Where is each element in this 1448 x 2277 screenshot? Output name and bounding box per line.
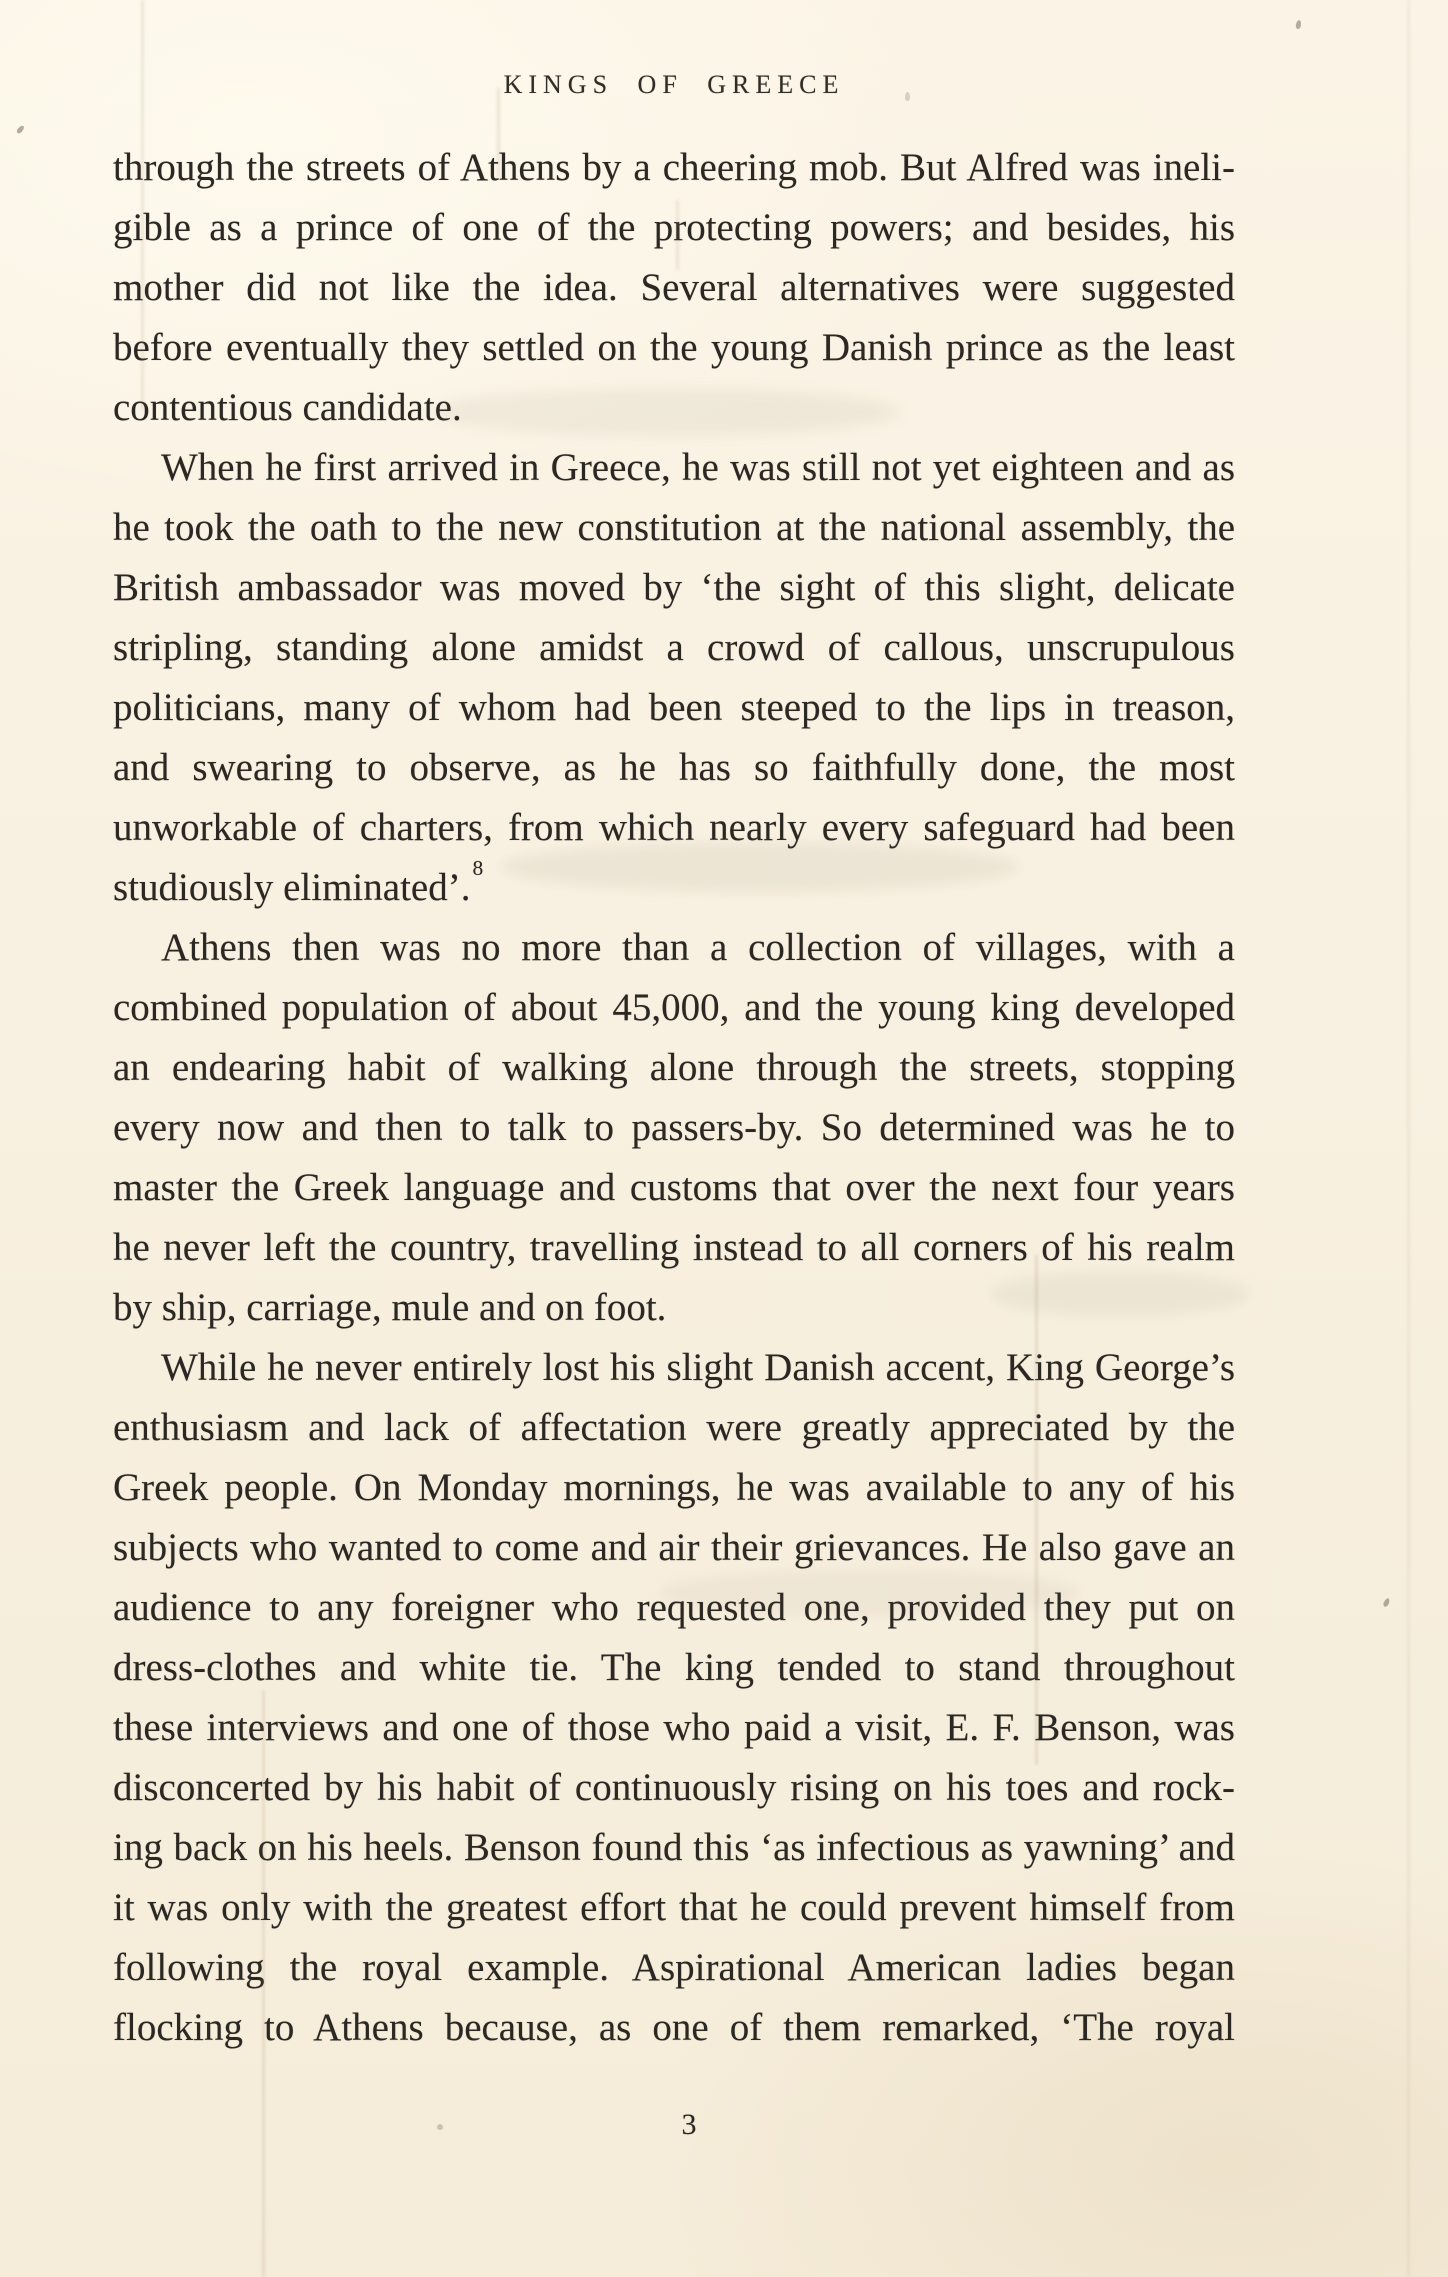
text-line: mother did not like the idea. Several alternatives were suggested (113, 266, 1235, 309)
text-line: enthusiasm and lack of affectation were greatly appreciated by the (113, 1406, 1235, 1449)
text-line: unworkable of charters, from which nearly every safeguard had been (113, 806, 1235, 849)
text-line: an endearing habit of walking alone through the streets, stopping (113, 1046, 1235, 1089)
body-text (113, 138, 1235, 2058)
running-header: KINGS OF GREECE (503, 70, 845, 99)
paragraph (113, 918, 1235, 1338)
text-line: ing back on his heels. Benson found this ‘as infectious as yawning’ and (113, 1826, 1235, 1869)
text-line: through the streets of Athens by a cheering mob. But Alfred was ineli- (113, 146, 1235, 189)
text-line: and swearing to observe, as he has so faithfully done, the most (113, 746, 1235, 789)
scan-crease (1407, 0, 1410, 2277)
scan-speck (1295, 20, 1301, 30)
scan-speck (16, 124, 26, 134)
text-line: he never left the country, travelling instead to all corners of his realm (113, 1226, 1235, 1269)
scan-speck (1382, 1597, 1390, 1607)
text-line: Athens then was no more than a collection of villages, with a (161, 926, 1235, 969)
text-line: flocking to Athens because, as one of them remarked, ‘The royal (113, 2006, 1235, 2049)
text-line: disconcerted by his habit of continuously rising on his toes and rock- (113, 1766, 1235, 1809)
text-line: politicians, many of whom had been steeped to the lips in treason, (113, 686, 1235, 729)
text-line: these interviews and one of those who paid a visit, E. F. Benson, was (113, 1706, 1235, 1749)
text-line: following the royal example. Aspirational American ladies began (113, 1946, 1235, 1989)
text-line: every now and then to talk to passers-by. So determined was he to (113, 1106, 1235, 1149)
paragraph (113, 438, 1235, 918)
text-line: contentious candidate. (113, 386, 462, 429)
text-line: it was only with the greatest effort that he could prevent himself from (113, 1886, 1235, 1929)
text-line: gible as a prince of one of the protecting powers; and besides, his (113, 206, 1235, 249)
text-line: audience to any foreigner who requested one, provided they put on (113, 1586, 1235, 1629)
text-line: subjects who wanted to come and air their grievances. He also gave an (113, 1526, 1235, 1569)
text-line (113, 858, 1235, 918)
text-line: by ship, carriage, mule and on foot. (113, 1286, 667, 1329)
page-number: 3 (681, 2108, 697, 2141)
text-line: he took the oath to the new constitution at the national assembly, the (113, 506, 1235, 549)
text-line: While he never entirely lost his slight Danish accent, King George’s (161, 1346, 1235, 1389)
text-line: combined population of about 45,000, and the young king developed (113, 986, 1235, 1029)
footnote-reference: 8 (472, 856, 484, 881)
text-line: before eventually they settled on the young Danish prince as the least (113, 326, 1235, 369)
paragraph (113, 138, 1235, 438)
text-line: master the Greek language and customs that over the next four years (113, 1166, 1235, 1209)
text-line: When he first arrived in Greece, he was still not yet eighteen and as (161, 446, 1235, 489)
text-line: Greek people. On Monday mornings, he was available to any of his (113, 1466, 1235, 1509)
text-line: dress-clothes and white tie. The king tended to stand throughout (113, 1646, 1235, 1689)
text-segment: studiously eliminated’. (113, 866, 471, 909)
text-line: British ambassador was moved by ‘the sight of this slight, delicate (113, 566, 1235, 609)
paragraph (113, 1338, 1235, 2058)
text-line: stripling, standing alone amidst a crowd of callous, unscrupulous (113, 626, 1235, 669)
